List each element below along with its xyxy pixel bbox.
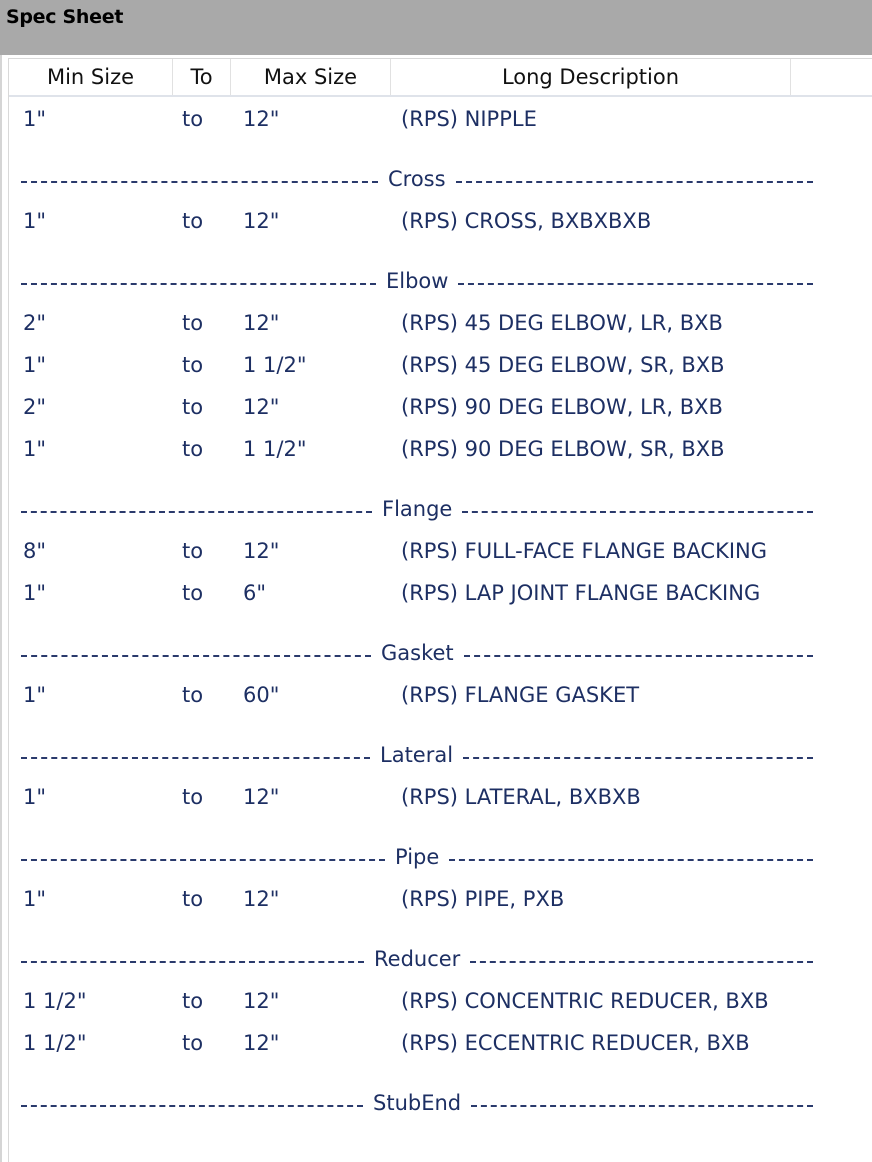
table-row[interactable] <box>9 107 872 147</box>
window-title: Spec Sheet <box>6 6 124 28</box>
title-bar <box>0 0 872 55</box>
to-cell: to <box>182 353 204 377</box>
separator-dash-left <box>21 1105 363 1107</box>
group-label: Gasket <box>381 641 454 665</box>
max-size-cell: 12" <box>243 311 280 335</box>
to-cell: to <box>182 887 204 911</box>
to-cell: to <box>182 989 204 1013</box>
table-row[interactable] <box>9 683 872 723</box>
max-size-cell: 12" <box>243 107 280 131</box>
min-size-cell: 1" <box>23 683 47 707</box>
column-header-min-size[interactable]: Min Size <box>9 59 173 95</box>
to-cell: to <box>182 107 204 131</box>
group-label: Pipe <box>395 845 440 869</box>
separator-dash-right <box>458 283 813 285</box>
table-row[interactable] <box>9 395 872 435</box>
group-label: Cross <box>388 167 446 191</box>
long-description-cell: (RPS) NIPPLE <box>401 107 537 131</box>
long-description-cell: (RPS) LAP JOINT FLANGE BACKING <box>401 581 761 605</box>
max-size-cell: 1 1/2" <box>243 353 307 377</box>
long-description-cell: (RPS) CONCENTRIC REDUCER, BXB <box>401 989 769 1013</box>
column-header-row <box>9 59 872 97</box>
max-size-cell: 1 1/2" <box>243 437 307 461</box>
long-description-cell: (RPS) FULL-FACE FLANGE BACKING <box>401 539 768 563</box>
long-description-cell: (RPS) CROSS, BXBXBXB <box>401 209 652 233</box>
group-separator <box>21 641 813 671</box>
separator-dash-right <box>463 757 813 759</box>
separator-dash-left <box>21 859 385 861</box>
max-size-cell: 12" <box>243 539 280 563</box>
separator-dash-right <box>456 181 813 183</box>
min-size-cell: 1 1/2" <box>23 989 87 1013</box>
table-row[interactable] <box>9 989 872 1029</box>
min-size-cell: 1" <box>23 887 47 911</box>
to-cell: to <box>182 683 204 707</box>
to-cell: to <box>182 539 204 563</box>
separator-dash-left <box>21 757 370 759</box>
spec-sheet-panel <box>0 55 872 1162</box>
to-cell: to <box>182 311 204 335</box>
column-header-to[interactable]: To <box>173 59 231 95</box>
max-size-cell: 12" <box>243 989 280 1013</box>
spec-grid[interactable] <box>8 58 872 1162</box>
min-size-cell: 8" <box>23 539 47 563</box>
to-cell: to <box>182 209 204 233</box>
separator-dash-left <box>21 283 376 285</box>
long-description-cell: (RPS) 90 DEG ELBOW, LR, BXB <box>401 395 723 419</box>
group-separator <box>21 845 813 875</box>
separator-dash-left <box>21 511 372 513</box>
separator-dash-right <box>464 655 813 657</box>
min-size-cell: 1" <box>23 437 47 461</box>
to-cell: to <box>182 395 204 419</box>
max-size-cell: 6" <box>243 581 267 605</box>
table-row[interactable] <box>9 209 872 249</box>
to-cell: to <box>182 785 204 809</box>
separator-dash-right <box>470 961 813 963</box>
group-label: Elbow <box>386 269 449 293</box>
max-size-cell: 12" <box>243 209 280 233</box>
long-description-cell: (RPS) LATERAL, BXBXB <box>401 785 641 809</box>
to-cell: to <box>182 581 204 605</box>
column-header-long-description[interactable]: Long Description <box>391 59 791 95</box>
column-header-max-size[interactable]: Max Size <box>231 59 391 95</box>
min-size-cell: 1" <box>23 107 47 131</box>
group-label: StubEnd <box>373 1091 462 1115</box>
min-size-cell: 2" <box>23 395 47 419</box>
max-size-cell: 12" <box>243 1031 280 1055</box>
long-description-cell: (RPS) FLANGE GASKET <box>401 683 640 707</box>
table-row[interactable] <box>9 581 872 621</box>
max-size-cell: 60" <box>243 683 280 707</box>
group-label: Reducer <box>374 947 461 971</box>
to-cell: to <box>182 437 204 461</box>
table-row[interactable] <box>9 437 872 477</box>
table-row[interactable] <box>9 887 872 927</box>
long-description-cell: (RPS) PIPE, PXB <box>401 887 565 911</box>
min-size-cell: 1" <box>23 785 47 809</box>
min-size-cell: 1" <box>23 353 47 377</box>
group-separator <box>21 947 813 977</box>
group-label: Flange <box>382 497 453 521</box>
min-size-cell: 2" <box>23 311 47 335</box>
table-row[interactable] <box>9 539 872 579</box>
min-size-cell: 1 1/2" <box>23 1031 87 1055</box>
separator-dash-right <box>449 859 813 861</box>
separator-dash-left <box>21 961 364 963</box>
separator-dash-right <box>471 1105 813 1107</box>
separator-dash-right <box>462 511 813 513</box>
separator-dash-left <box>21 181 378 183</box>
long-description-cell: (RPS) 45 DEG ELBOW, LR, BXB <box>401 311 723 335</box>
group-separator <box>21 167 813 197</box>
table-row[interactable] <box>9 353 872 393</box>
separator-dash-left <box>21 655 371 657</box>
long-description-cell: (RPS) ECCENTRIC REDUCER, BXB <box>401 1031 750 1055</box>
max-size-cell: 12" <box>243 395 280 419</box>
min-size-cell: 1" <box>23 209 47 233</box>
to-cell: to <box>182 1031 204 1055</box>
group-separator <box>21 743 813 773</box>
group-separator <box>21 1091 813 1121</box>
table-row[interactable] <box>9 785 872 825</box>
long-description-cell: (RPS) 45 DEG ELBOW, SR, BXB <box>401 353 725 377</box>
group-separator <box>21 497 813 527</box>
table-row[interactable] <box>9 311 872 351</box>
long-description-cell: (RPS) 90 DEG ELBOW, SR, BXB <box>401 437 725 461</box>
group-label: Lateral <box>380 743 454 767</box>
max-size-cell: 12" <box>243 785 280 809</box>
group-separator <box>21 269 813 299</box>
min-size-cell: 1" <box>23 581 47 605</box>
max-size-cell: 12" <box>243 887 280 911</box>
table-row[interactable] <box>9 1031 872 1071</box>
